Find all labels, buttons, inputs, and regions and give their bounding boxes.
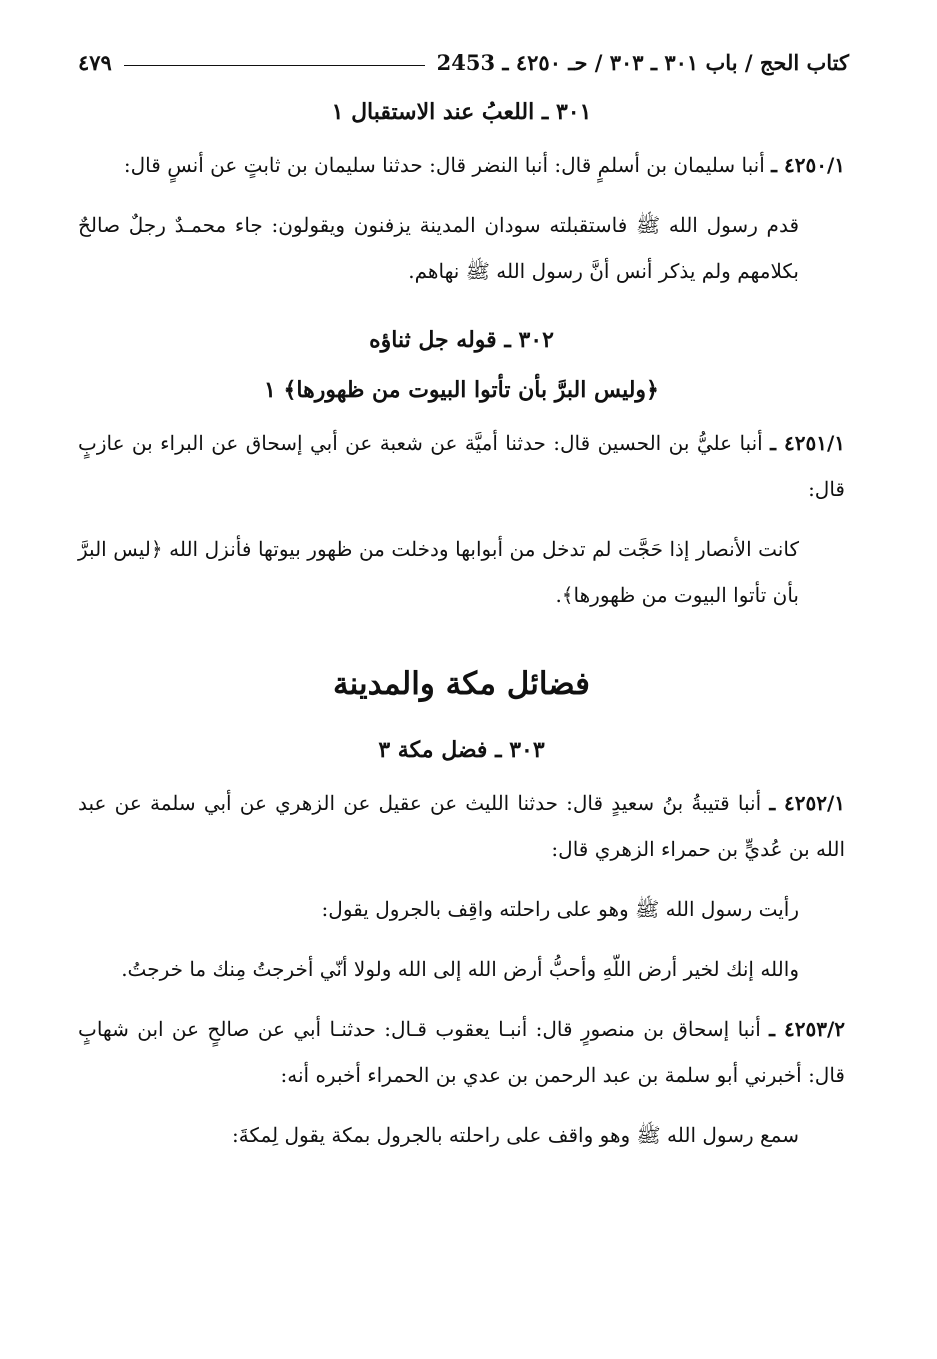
hadith-4252-isnad xyxy=(78,780,845,872)
verse-heading: ﴿وليس البرَّ بأن تأتوا البيوت من ظهورها﴾ ١ xyxy=(264,377,659,403)
isnad-text: أنبا عليُّ بن الحسين قال: حدثنا أميَّة عن شعبة عن أبي إسحاق عن البراء بن عازبٍ قال: xyxy=(78,431,845,501)
hadith-number: ٤٢٥٠/١ ـ xyxy=(771,153,845,177)
hadith-4250-matn: قدم رسول الله ﷺ فاستقبلته سودان المدينة يزفنون ويقولون: جاء محمـدٌ رجلٌ صالحٌ بكلامهم ولم يذكر أنس أنَّ رسول الله ﷺ نهاهم. xyxy=(78,213,799,283)
hadith-4251-matn: كانت الأنصار إذا حَجَّت لم تدخل من أبوابها ودخلت من ظهور بيوتها فأنزل الله ﴿ليس البرَّ بأن تأتوا البيوت من ظهورها﴾. xyxy=(78,537,799,607)
header-rule xyxy=(124,65,425,66)
hadith-4251-isnad xyxy=(78,420,845,512)
section-heading-302: ٣٠٢ ـ قوله جل ثناؤه xyxy=(369,327,554,353)
hadith-4252-matn-2: والله إنك لخير أرض اللّهِ وأحبُّ أرض الله إلى الله ولولا أنّي أخرجتُ مِنك ما خرجتُ. xyxy=(121,957,799,981)
section-heading-301: ٣٠١ ـ اللعبُ عند الاستقبال ١ xyxy=(331,99,592,125)
isnad-text: أنبا سليمان بن أسلمٍ قال: أنبا النضر قال: حدثنا سليمان بن ثابتٍ عن أنسٍ قال: xyxy=(123,153,765,177)
isnad-text: أنبا إسحاق بن منصورٍ قال: أنبـا يعقوب قـال: حدثنـا أبي عن صالحٍ عن ابن شهابٍ قال: أخبرني أبو سلمة بن عبد الرحمن بن عدي بن الحمراء أخبره أنه: xyxy=(78,1017,845,1087)
page-number: ٤٧٩ xyxy=(78,49,112,75)
hadith-4253-isnad xyxy=(78,1006,845,1098)
hadith-number: ٤٢٥١/١ ـ xyxy=(770,431,845,455)
running-title: كتاب الحج / باب ٣٠١ ـ ٣٠٣ / حـ ٤٢٥٠ ـ 2453 xyxy=(436,49,849,75)
hadith-4250-isnad xyxy=(78,142,845,188)
page-body xyxy=(78,84,845,1172)
chapter-title: فضائل مكة والمدينة xyxy=(332,666,590,702)
hadith-number: ٤٢٥٣/٢ ـ xyxy=(769,1017,845,1041)
hadith-number: ٤٢٥٢/١ ـ xyxy=(769,791,846,815)
section-heading-303: ٣٠٣ ـ فضل مكة ٣ xyxy=(378,737,545,763)
hadith-4253-matn: سمع رسول الله ﷺ وهو واقف على راحلته بالجرول بمكة يقول لِمكةَ: xyxy=(231,1123,799,1147)
isnad-text: أنبا قتيبةُ بنُ سعيدٍ قال: حدثنا الليث عن عقيل عن الزهري عن أبي سلمة عن عبد الله بن عُديٍّ بن حمراء الزهري قال: xyxy=(78,791,845,861)
hadith-4252-matn-1: رأيت رسول الله ﷺ وهو على راحلته واقِف بالجرول يقول: xyxy=(321,897,799,921)
page-header xyxy=(78,42,849,82)
